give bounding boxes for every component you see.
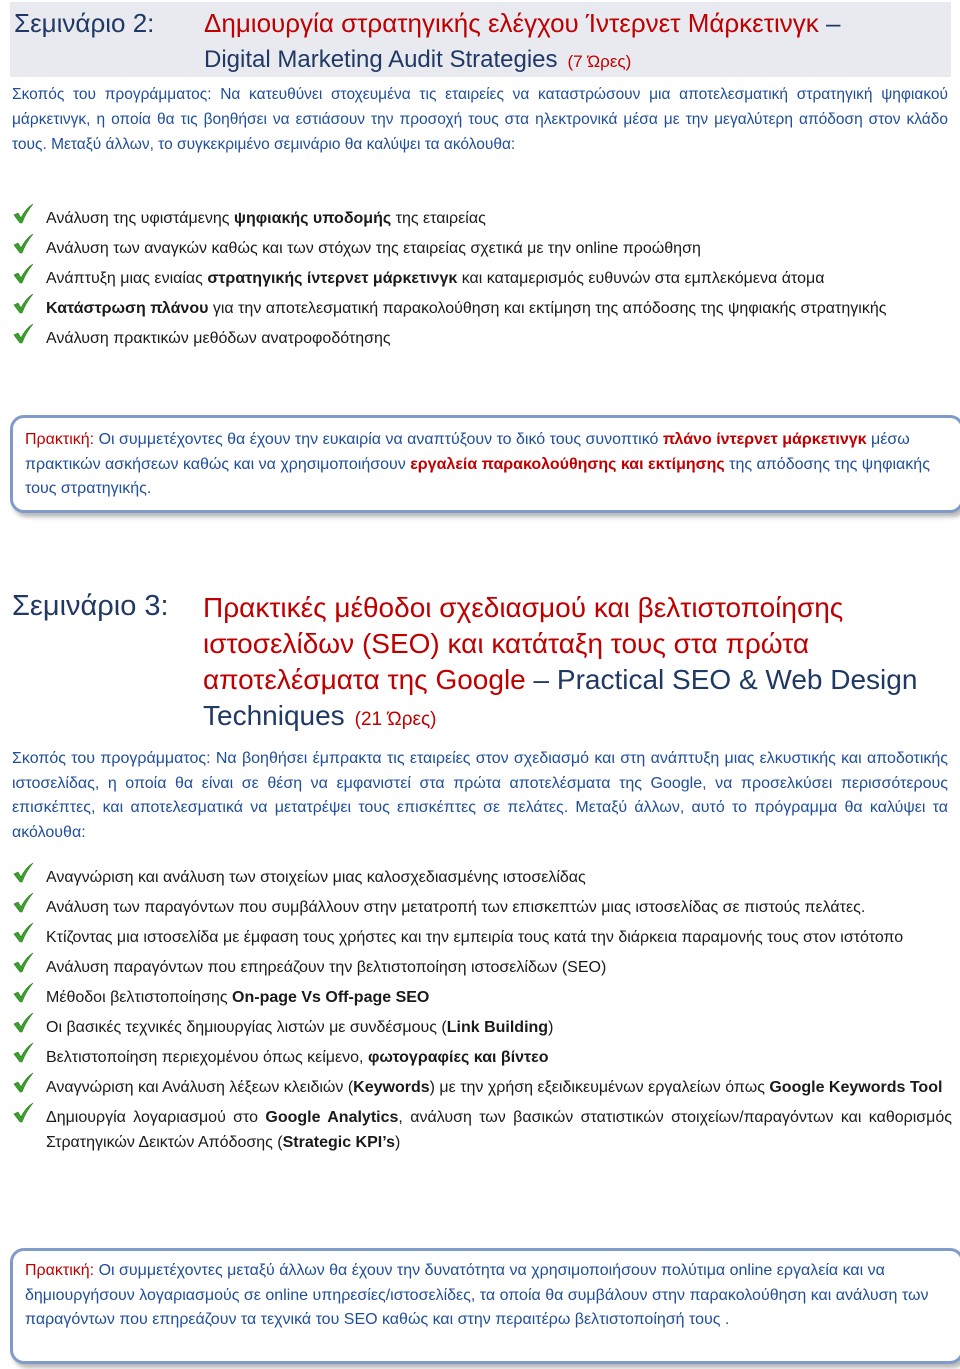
seminar2-purpose	[12, 82, 948, 157]
checkmark-icon	[12, 952, 34, 974]
topic-text-bold: On-page Vs Off-page SEO	[232, 989, 430, 1006]
seminar2-title-en	[204, 46, 631, 74]
checkmark-icon	[12, 1012, 34, 1034]
seminar2-practical-b1: πλάνο ίντερνετ μάρκετινγκ	[662, 431, 867, 448]
seminar2-topic-item	[12, 266, 952, 291]
seminar2-topic-item	[12, 296, 952, 321]
seminar2-title	[204, 8, 841, 39]
topic-text: )	[548, 1019, 554, 1036]
seminar3-label: Σεμινάριο 3:	[12, 590, 169, 622]
topic-text-pre: Ανάλυση των αναγκών καθώς και των στόχων της εταιρείας σχετικά με την online προώθηση	[46, 240, 701, 257]
seminar3-topic-item	[12, 925, 952, 950]
checkmark-icon	[12, 862, 34, 884]
seminar3-topic-item	[12, 955, 952, 980]
topic-text-bold: Κατάστρωση πλάνου	[46, 300, 209, 317]
checkmark-icon	[12, 263, 34, 285]
checkmark-icon	[12, 1102, 34, 1124]
seminar3-hours: (21 Ώρες)	[354, 709, 437, 730]
seminar2-practical-t1: Οι συμμετέχοντες θα έχουν την ευκαιρία να αναπτύξουν το δικό τους συνοπτικό	[94, 431, 663, 448]
topic-text-bold: φωτογραφίες και βίντεο	[367, 1049, 549, 1066]
topic-text: )	[394, 1134, 401, 1151]
seminar3-topic-item	[12, 1105, 952, 1155]
topic-text-pre: Ανάλυση πρακτικών μεθόδων ανατροφοδότησης	[46, 330, 391, 347]
checkmark-icon	[12, 203, 34, 225]
seminar3-topic-item	[12, 865, 952, 890]
topic-text: Ανάλυση παραγόντων που επηρεάζουν την βελτιστοποίηση ιστοσελίδων (SEO)	[46, 959, 607, 976]
seminar3-title-en: Practical SEO & Web Design Techniques	[203, 664, 918, 731]
seminar3-practical-box	[10, 1248, 960, 1364]
seminar3-dash: –	[533, 664, 550, 695]
checkmark-icon	[12, 293, 34, 315]
topic-text-post: και καταμερισμός ευθυνών στα εμπλεκόμενα άτομα	[457, 270, 825, 287]
seminar3-title-red: Πρακτικές μέθοδοι σχεδιασμού και βελτιστοποίησης ιστοσελίδων (SEO) και κατάταξη τους στα πρώτα αποτελέσματα της Google	[203, 592, 844, 695]
topic-text: Βελτιστοποίηση περιεχομένου όπως κείμενο,	[46, 1049, 368, 1066]
seminar3-header	[10, 586, 951, 736]
seminar3-practical-body: Οι συμμετέχοντες μεταξύ άλλων θα έχουν την δυνατότητα να χρησιμοποιήσουν πολύτιμα online εργαλεία και να δημιουργήσουν λογαριασμούς σε online υπηρεσίες/ιστοσελίδες, τα οποία θα συμβάλουν στην παρακολούθηση και ανάλυση των παραγόντων που επηρεάζουν τα τεχνικά του SEO καθώς και στην περαιτέρω βελτιστοποίησή τους .	[25, 1262, 929, 1328]
seminar3-topic-item	[12, 1075, 952, 1100]
seminar3-practical-text	[25, 1259, 949, 1333]
topic-text-pre: Ανάπτυξη μιας ενιαίας	[46, 270, 208, 287]
topic-text: ) με την χρήση εξειδικευμένων εργαλείων όπως	[429, 1079, 770, 1096]
topic-text-post: της εταιρείας	[391, 210, 486, 227]
seminar3-topic-item	[12, 1045, 952, 1070]
checkmark-icon	[12, 1042, 34, 1064]
seminar2-header	[10, 2, 951, 77]
checkmark-icon	[12, 233, 34, 255]
seminar2-practical-t2: μέσω πρακτικών ασκήσεων καθώς και να χρησιμοποιήσουν	[25, 431, 910, 473]
seminar2-practical-t3: της απόδοσης της ψηφιακής τους στρατηγικής.	[25, 455, 930, 497]
topic-text: Οι βασικές τεχνικές δημιουργίας λιστών με συνδέσμους (	[46, 1019, 447, 1036]
topic-text: Ανάλυση των παραγόντων που συμβάλλουν στην μετατροπή των επισκεπτών μιας ιστοσελίδας σε πιστούς πελάτες.	[46, 899, 866, 916]
seminar3-purpose	[12, 747, 948, 845]
seminar2-dash: –	[826, 8, 841, 38]
checkmark-icon	[12, 982, 34, 1004]
topic-text: , ανάλυση των βασικών στατιστικών στοιχείων/παραγόντων και καθορισμός Στρατηγικών Δεικτών Απόδοσης (	[46, 1109, 953, 1151]
topic-text: Δημιουργία λογαριασμού στο	[46, 1109, 266, 1126]
topic-text-bold: Keywords	[353, 1079, 430, 1096]
seminar2-topic-item	[12, 206, 952, 231]
seminar3-topic-item	[12, 895, 952, 920]
topic-text-bold: ψηφιακής υποδομής	[233, 210, 392, 227]
seminar2-practical-b2: εργαλεία παρακολούθησης και εκτίμησης	[410, 455, 725, 473]
topic-text-pre: Ανάλυση της υφιστάμενης	[46, 210, 234, 227]
seminar3-practical-label: Πρακτική:	[25, 1262, 95, 1279]
seminar2-practical-label: Πρακτική:	[25, 431, 95, 448]
topic-text-bold: Google Keywords Tool	[769, 1079, 943, 1096]
topic-text: Αναγνώριση και ανάλυση των στοιχείων μιας καλοσχεδιασμένης ιστοσελίδας	[46, 869, 586, 886]
seminar2-practical-box	[10, 415, 960, 513]
seminar3-title	[203, 590, 923, 738]
seminar2-purpose-text: Να κατευθύνει στοχευμένα τις εταιρείες να καταστρώσουν μια αποτελεσματική στρατηγική ψηφιακού μάρκετινγκ, η οποία θα τις βοηθήσει να εστιάσουν την προσοχή τους στα ηλεκτρονικά μέσα με την μεγαλύτερη απόδοση στον κλάδο τους. Μεταξύ άλλων, το συγκεκριμένο σεμινάριο θα καλύψει τα ακόλουθα:	[12, 86, 948, 153]
seminar2-label: Σεμινάριο 2:	[14, 8, 155, 38]
seminar2-hours: (7 Ώρες)	[567, 52, 632, 71]
seminar2-topic-item	[12, 236, 952, 261]
seminar3-topic-list	[12, 865, 952, 1160]
topic-text: Μέθοδοι βελτιστοποίησης	[46, 989, 233, 1006]
seminar2-practical-text	[25, 428, 949, 502]
seminar3-purpose-lead: Σκοπός του προγράμματος:	[12, 750, 211, 767]
seminar3-topic-item	[12, 985, 952, 1010]
seminar2-topic-list	[12, 206, 952, 356]
seminar3-topic-item	[12, 1015, 952, 1040]
seminar3-purpose-text: Να βοηθήσει έμπρακτα τις εταιρείες στον σχεδιασμό και στη ανάπτυξη μιας ελκυστικής και αποδοτικής ιστοσελίδας, η οποία θα είναι σε θέση να εμφανιστεί στα πρώτα αποτελέσματα της Google, να προσελκύσει περισσότερους επισκέπτες, και αποτελεσματικά να μετατρέψει τους επισκέπτες σε πελάτες. Μεταξύ άλλων, αυτό το πρόγραμμα θα καλύψει τα ακόλουθα:	[12, 750, 949, 841]
topic-text: Κτίζοντας μια ιστοσελίδα με έμφαση τους χρήστες και την εμπειρία τους κατά την διάρκεια παραμονής τους στον ιστότοπο	[46, 929, 904, 946]
seminar2-purpose-lead: Σκοπός του προγράμματος:	[12, 86, 212, 103]
topic-text-bold: στρατηγικής ίντερνετ μάρκετινγκ	[207, 270, 458, 287]
topic-text-bold: Strategic KPI’s	[282, 1134, 395, 1151]
topic-text-bold: Link Building	[446, 1019, 549, 1036]
topic-text-post: για την αποτελεσματική παρακολούθηση και εκτίμηση της απόδοσης της ψηφιακής στρατηγικής	[208, 300, 887, 317]
checkmark-icon	[12, 1072, 34, 1094]
checkmark-icon	[12, 892, 34, 914]
seminar2-title-red: Δημιουργία στρατηγικής ελέγχου Ίντερνετ Μάρκετινγκ	[204, 8, 819, 38]
topic-text-bold: Google Analytics	[265, 1109, 399, 1126]
checkmark-icon	[12, 922, 34, 944]
seminar2-topic-item	[12, 326, 952, 351]
checkmark-icon	[12, 323, 34, 345]
seminar2-title-en-text: Digital Marketing Audit Strategies	[204, 46, 558, 73]
topic-text: Αναγνώριση και Ανάλυση λέξεων κλειδιών (	[46, 1079, 354, 1096]
